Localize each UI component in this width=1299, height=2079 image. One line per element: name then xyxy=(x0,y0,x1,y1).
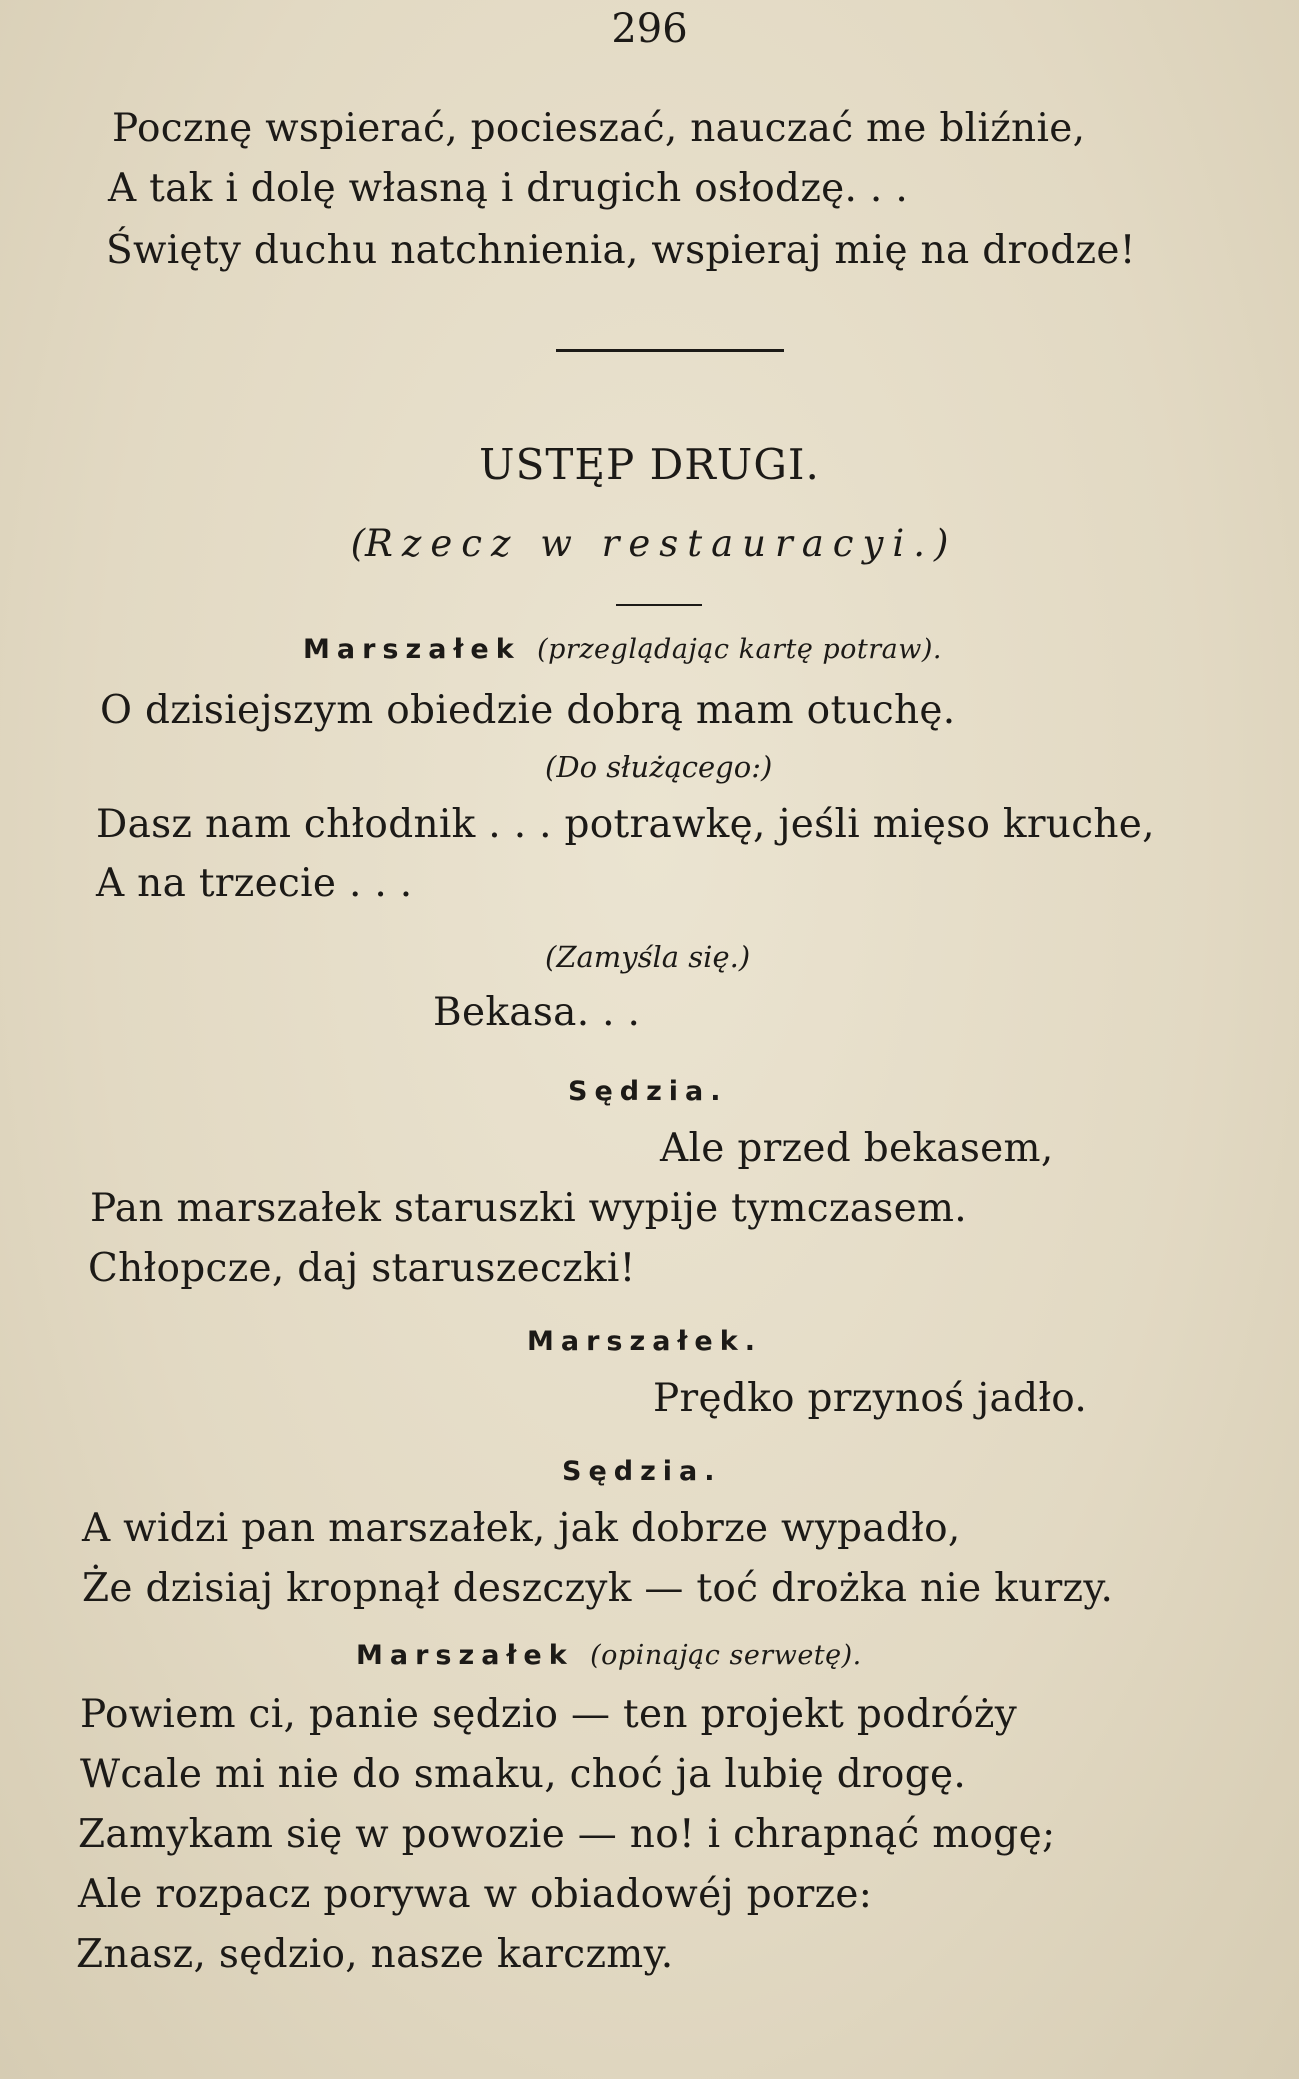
verse-line: Prędko przynoś jadło. xyxy=(653,1376,1088,1421)
verse-line: Ale rozpacz porywa w obiadowéj porze: xyxy=(78,1872,873,1917)
subtitle-text: Rzecz w restauracyi. xyxy=(365,522,934,565)
verse-line: Wcale mi nie do smaku, choć ja lubię drogę. xyxy=(80,1752,967,1797)
verse-line: A na trzecie . . . xyxy=(96,861,413,906)
verse-line: Zamykam się w powozie — no! i chrapnąć mogę; xyxy=(78,1812,1056,1857)
speaker-label: Marszałek. xyxy=(527,1326,762,1357)
verse-line: Pocznę wspierać, pocieszać, nauczać me bliźnie, xyxy=(112,106,1086,151)
stage-direction: (Do służącego:) xyxy=(545,750,773,784)
section-subtitle: (Rzecz w restauracyi.) xyxy=(350,522,949,565)
speaker-label: Sędzia. xyxy=(568,1076,728,1107)
stage-direction: (opinając serwetę). xyxy=(590,1640,862,1671)
verse-line: Święty duchu natchnienia, wspieraj mię na drodze! xyxy=(106,228,1136,273)
section-divider xyxy=(556,349,784,352)
verse-line: Znasz, sędzio, nasze karczmy. xyxy=(76,1932,674,1977)
verse-line: A tak i dolę własną i drugich osłodzę. . . xyxy=(108,166,909,211)
verse-line: Ale przed bekasem, xyxy=(660,1126,1054,1171)
verse-line: Że dzisiaj kropnął deszczyk — toć drożka nie kurzy. xyxy=(82,1566,1114,1611)
speaker-label: Marszałek (opinając serwetę). xyxy=(356,1640,862,1671)
speaker-label: Marszałek (przeglądając kartę potraw). xyxy=(303,634,943,665)
verse-line: Chłopcze, daj staruszeczki! xyxy=(88,1246,636,1291)
stage-direction: (przeglądając kartę potraw). xyxy=(537,634,943,665)
verse-line: Dasz nam chłodnik . . . potrawkę, jeśli mięso kruche, xyxy=(96,802,1155,847)
verse-line: Bekasa. . . xyxy=(433,990,641,1035)
section-title: USTĘP DRUGI. xyxy=(479,440,820,489)
subtitle-divider xyxy=(616,604,702,606)
stage-direction: (Zamyśla się.) xyxy=(545,940,751,974)
verse-line: Powiem ci, panie sędzio — ten projekt podróży xyxy=(80,1692,1018,1737)
verse-line: A widzi pan marszałek, jak dobrze wypadło, xyxy=(82,1506,961,1551)
page-number: 296 xyxy=(611,6,688,52)
verse-line: O dzisiejszym obiedzie dobrą mam otuchę. xyxy=(100,688,956,733)
speaker-label: Sędzia. xyxy=(562,1456,722,1487)
verse-line: Pan marszałek staruszki wypije tymczasem. xyxy=(90,1186,967,1231)
